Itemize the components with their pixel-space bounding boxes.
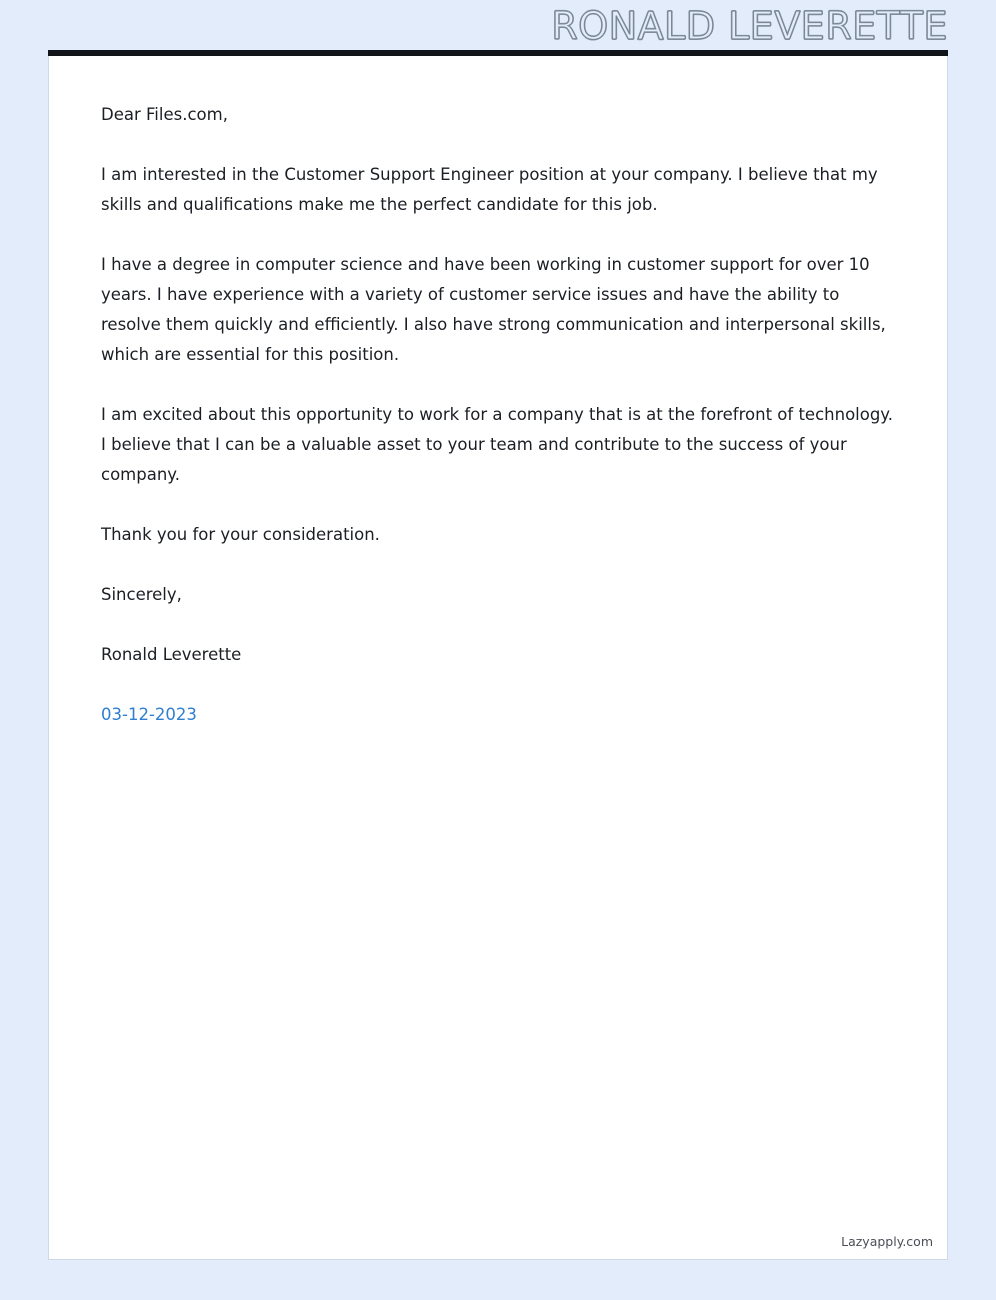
footer-brand: Lazyapply.com <box>841 1234 933 1249</box>
letter-thank-you: Thank you for your consideration. <box>101 525 380 544</box>
letter-paragraph-1: I am interested in the Customer Support Engineer position at your company. I believe that my skills and qualifications make me the perfect candidate for this job. <box>101 165 878 214</box>
letter-body <box>101 100 897 730</box>
letter-signer: Ronald Leverette <box>101 645 242 664</box>
letter-paragraph-2: I have a degree in computer science and have been working in customer support for over 10 years. I have experience with a variety of customer service issues and have the ability to resolve them quickly and efficiently. I also have strong communication and interpersonal skills, which are essential for this position. <box>101 255 886 364</box>
page-title: RONALD LEVERETTE <box>551 4 948 48</box>
letter-date: 03-12-2023 <box>101 705 197 724</box>
letter-closing: Sincerely, <box>101 585 182 604</box>
signature-block <box>101 580 897 730</box>
letter-sheet <box>48 56 948 1260</box>
letter-salutation: Dear Files.com, <box>101 105 228 124</box>
letter-paragraph-3: I am excited about this opportunity to work for a company that is at the forefront of technology. I believe that I can be a valuable asset to your team and contribute to the success of your company. <box>101 405 893 484</box>
document-header <box>0 0 996 52</box>
